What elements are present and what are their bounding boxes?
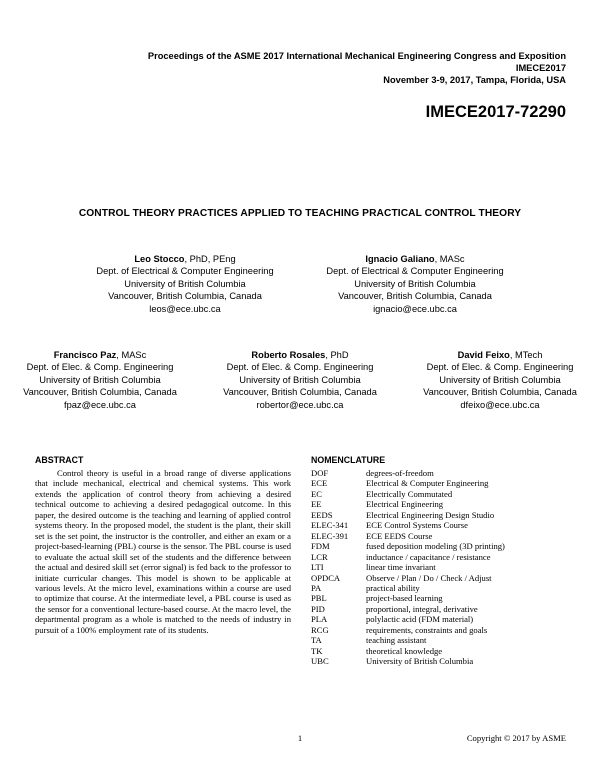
nomenclature-abbr: DOF [311,468,329,478]
nomenclature-abbr: PA [311,582,322,593]
nomenclature-desc: practical ability [366,582,420,593]
nomenclature-desc: ECE Control Systems Course [366,520,468,531]
nomenclature-abbr: LCR [311,551,328,562]
nomenclature-abbr: UBC [311,656,329,667]
nomenclature-desc: teaching assistant [366,635,427,646]
author-email: fpaz@ece.ubc.ca [64,399,136,410]
nomenclature-list [311,468,571,667]
author-block [0,349,200,411]
nomenclature-row [311,656,571,666]
abstract-text: Control theory is useful in a broad range of diverse applications that include mechanical, electrical and chemical systems. This work extends the application of control theory from achieving a desired technical outcome to achieving a desired pedagogical outcome. In this paper, the desired outcome is the teaching and learning of applied control systems theory. In the proposed model, the student is the plant, their skill set is the set point, the instructor is the controller, and either an exam or a project-based-learning (PBL) course is the sensor. The PBL course is used to evaluate the actual skill set of the students and the difference between the actual and desired skill set (error signal) is fed back to the professor to initiate curricular changes. This model is shown to be applicable at various levels. At the micro level, examinations within a course are used to optimize that course. At the intermediate level, a PBL course is used as the sensor for a conventional lecture-based course. At the macro level, the departmental program as a whole is matched to the needs of industry in pursuit of a 100% employment rate of its students. [35,468,291,635]
author-location: Vancouver, British Columbia, Canada [223,387,377,398]
paper-title: CONTROL THEORY PRACTICES APPLIED TO TEACHING PRACTICAL CONTROL THEORY [78,208,522,219]
author-univ: University of British Columbia [354,278,476,289]
nomenclature-desc: Electrical & Computer Engineering [366,478,489,489]
author-name-line [315,253,515,265]
author-block [85,253,285,315]
nomenclature-row [311,499,571,509]
nomenclature-row [311,646,571,656]
nomenclature-desc: ECE EEDS Course [366,530,433,541]
nomenclature-row [311,510,571,520]
nomenclature-abbr: ELEC-341 [311,520,349,531]
nomenclature-row [311,583,571,593]
author-name: Francisco Paz [53,350,117,360]
nomenclature-desc: linear time invariant [366,562,436,573]
author-name-line [0,349,200,361]
author-dept: Dept. of Electrical & Computer Engineering [96,266,274,277]
proceedings-header [148,50,566,86]
nomenclature-abbr: RCG [311,624,329,635]
nomenclature-desc: requirements, constraints and goals [366,624,488,635]
conference-dates: November 3-9, 2017, Tampa, Florida, USA [383,75,566,85]
author-location: Vancouver, British Columbia, Canada [108,291,262,302]
author-dept: Dept. of Elec. & Comp. Engineering [226,362,374,373]
nomenclature-row [311,604,571,614]
nomenclature-abbr: TK [311,645,323,656]
nomenclature-abbr: EE [311,499,322,510]
nomenclature-row [311,635,571,645]
page-number: 1 [297,733,303,743]
author-dept: Dept. of Elec. & Comp. Engineering [26,362,174,373]
author-dept: Dept. of Electrical & Computer Engineering [326,266,504,277]
author-credentials: , MTech [509,350,543,360]
author-credentials: , PhD [325,350,349,360]
nomenclature-desc: inductance / capacitance / resistance [366,551,491,562]
nomenclature-desc: polylactic acid (FDM material) [366,614,474,625]
nomenclature-abbr: EEDS [311,509,333,520]
author-univ: University of British Columbia [439,374,561,385]
author-block [315,253,515,315]
nomenclature-desc: degrees-of-freedom [366,468,434,478]
author-univ: University of British Columbia [124,278,246,289]
nomenclature-abbr: OPDCA [311,572,341,583]
nomenclature-abbr: PID [311,603,325,614]
nomenclature-desc: Electrically Commutated [366,488,453,499]
paper-id: IMECE2017-72290 [425,103,566,121]
proceedings-title: Proceedings of the ASME 2017 International Mechanical Engineering Congress and Exposition [147,51,566,61]
nomenclature-desc: University of British Columbia [366,656,474,667]
nomenclature-row [311,593,571,603]
nomenclature-abbr: ELEC-391 [311,530,349,541]
nomenclature-abbr: PLA [311,614,328,625]
nomenclature-row [311,520,571,530]
author-name: David Feixo [457,350,510,360]
nomenclature-desc: theoretical knowledge [366,645,443,656]
nomenclature-row [311,531,571,541]
nomenclature-row [311,625,571,635]
author-location: Vancouver, British Columbia, Canada [338,291,492,302]
author-email: robertor@ece.ubc.ca [256,399,344,410]
author-univ: University of British Columbia [39,374,161,385]
author-credentials: , MASc [434,254,465,264]
author-name: Leo Stocco [134,254,185,264]
author-credentials: , MASc [116,350,147,360]
author-block [200,349,400,411]
author-credentials: , PhD, PEng [184,254,236,264]
author-univ: University of British Columbia [239,374,361,385]
nomenclature-row [311,614,571,624]
nomenclature-desc: Electrical Engineering Design Studio [366,509,495,520]
author-name: Roberto Rosales [251,350,326,360]
nomenclature-row [311,573,571,583]
nomenclature-row [311,541,571,551]
nomenclature-abbr: FDM [311,541,330,552]
nomenclature-row [311,468,571,478]
author-email: leos@ece.ubc.ca [149,303,221,314]
author-dept: Dept. of Elec. & Comp. Engineering [426,362,574,373]
nomenclature-desc: Electrical Engineering [366,499,444,510]
nomenclature-heading: NOMENCLATURE [311,455,386,465]
nomenclature-desc: fused deposition modeling (3D printing) [366,541,505,552]
nomenclature-row [311,489,571,499]
author-block [400,349,600,411]
nomenclature-row [311,478,571,488]
author-name-line [85,253,285,265]
nomenclature-abbr: EC [311,488,322,499]
nomenclature-abbr: TA [311,635,322,646]
author-email: ignacio@ece.ubc.ca [373,303,457,314]
nomenclature-desc: Observe / Plan / Do / Check / Adjust [366,572,492,583]
author-name-line [200,349,400,361]
nomenclature-row [311,562,571,572]
nomenclature-abbr: ECE [311,478,328,489]
conference-code: IMECE2017 [515,63,566,73]
nomenclature-desc: proportional, integral, derivative [366,603,478,614]
author-location: Vancouver, British Columbia, Canada [23,387,177,398]
author-name-line [400,349,600,361]
author-name: Ignacio Galiano [365,254,435,264]
abstract-heading: ABSTRACT [35,455,84,465]
nomenclature-row [311,552,571,562]
nomenclature-abbr: LTI [311,562,324,573]
nomenclature-desc: project-based learning [366,593,443,604]
nomenclature-abbr: PBL [311,593,327,604]
author-location: Vancouver, British Columbia, Canada [423,387,577,398]
copyright-notice: Copyright © 2017 by ASME [466,733,566,743]
author-email: dfeixo@ece.ubc.ca [460,399,540,410]
